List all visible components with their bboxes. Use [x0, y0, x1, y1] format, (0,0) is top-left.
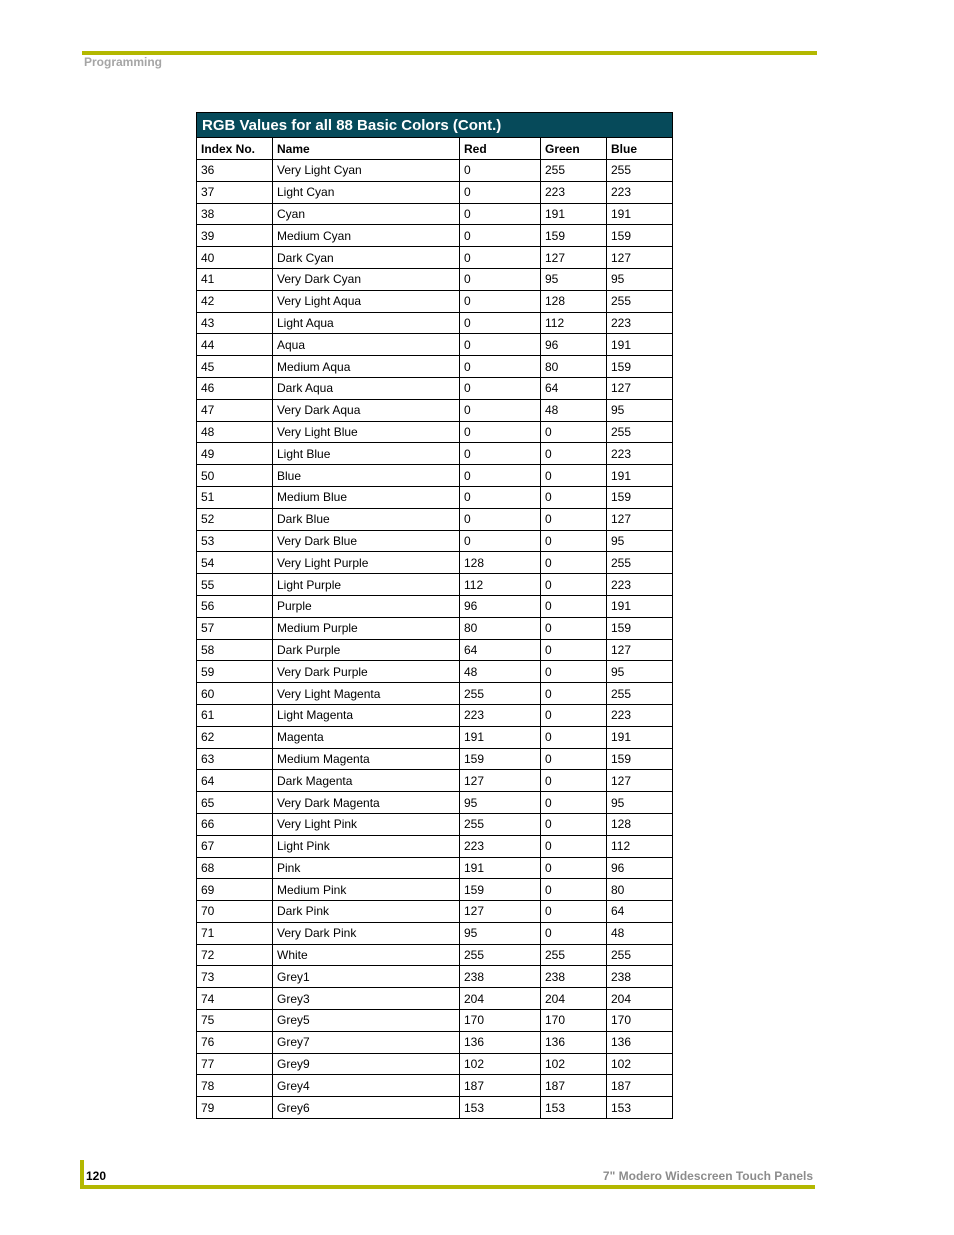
green-cell: 0: [541, 792, 607, 814]
red-cell: 48: [460, 661, 541, 683]
index-cell: 58: [197, 639, 273, 661]
red-cell: 170: [460, 1010, 541, 1032]
index-cell: 40: [197, 247, 273, 269]
index-cell: 71: [197, 922, 273, 944]
green-cell: 0: [541, 530, 607, 552]
name-cell: Medium Blue: [273, 486, 460, 508]
name-cell: Grey7: [273, 1031, 460, 1053]
green-cell: 238: [541, 966, 607, 988]
green-cell: 0: [541, 421, 607, 443]
green-cell: 127: [541, 247, 607, 269]
red-cell: 223: [460, 835, 541, 857]
column-header-index: Index No.: [197, 138, 273, 160]
red-cell: 80: [460, 617, 541, 639]
red-cell: 0: [460, 312, 541, 334]
table-row: [197, 574, 673, 596]
green-cell: 0: [541, 704, 607, 726]
name-cell: Grey1: [273, 966, 460, 988]
section-label: Programming: [84, 55, 163, 69]
blue-cell: 191: [607, 334, 673, 356]
green-cell: 223: [541, 181, 607, 203]
green-cell: 0: [541, 922, 607, 944]
name-cell: Medium Cyan: [273, 225, 460, 247]
green-cell: 255: [541, 160, 607, 182]
green-cell: 0: [541, 443, 607, 465]
name-cell: Very Light Magenta: [273, 683, 460, 705]
index-cell: 37: [197, 181, 273, 203]
blue-cell: 95: [607, 530, 673, 552]
name-cell: Grey6: [273, 1097, 460, 1119]
table-row: [197, 901, 673, 923]
red-cell: 0: [460, 334, 541, 356]
name-cell: Very Dark Magenta: [273, 792, 460, 814]
blue-cell: 223: [607, 312, 673, 334]
green-cell: 0: [541, 595, 607, 617]
column-header-green: Green: [541, 138, 607, 160]
blue-cell: 255: [607, 421, 673, 443]
name-cell: Light Aqua: [273, 312, 460, 334]
red-cell: 96: [460, 595, 541, 617]
index-cell: 75: [197, 1010, 273, 1032]
red-cell: 102: [460, 1053, 541, 1075]
name-cell: Dark Pink: [273, 901, 460, 923]
name-cell: Light Purple: [273, 574, 460, 596]
index-cell: 47: [197, 399, 273, 421]
blue-cell: 95: [607, 268, 673, 290]
name-cell: Light Blue: [273, 443, 460, 465]
red-cell: 191: [460, 857, 541, 879]
red-cell: 204: [460, 988, 541, 1010]
name-cell: Very Dark Aqua: [273, 399, 460, 421]
green-cell: 187: [541, 1075, 607, 1097]
green-cell: 0: [541, 639, 607, 661]
index-cell: 62: [197, 726, 273, 748]
index-cell: 44: [197, 334, 273, 356]
index-cell: 77: [197, 1053, 273, 1075]
red-cell: 95: [460, 792, 541, 814]
blue-cell: 127: [607, 770, 673, 792]
blue-cell: 112: [607, 835, 673, 857]
red-cell: 127: [460, 770, 541, 792]
column-header-name: Name: [273, 138, 460, 160]
green-cell: 0: [541, 813, 607, 835]
green-cell: 0: [541, 465, 607, 487]
green-cell: 48: [541, 399, 607, 421]
blue-cell: 159: [607, 486, 673, 508]
index-cell: 78: [197, 1075, 273, 1097]
index-cell: 50: [197, 465, 273, 487]
name-cell: Dark Blue: [273, 508, 460, 530]
table-row: [197, 181, 673, 203]
name-cell: Dark Cyan: [273, 247, 460, 269]
table-row: [197, 530, 673, 552]
green-cell: 159: [541, 225, 607, 247]
red-cell: 255: [460, 944, 541, 966]
name-cell: Grey5: [273, 1010, 460, 1032]
name-cell: Medium Aqua: [273, 356, 460, 378]
name-cell: Light Cyan: [273, 181, 460, 203]
table-row: [197, 1097, 673, 1119]
index-cell: 79: [197, 1097, 273, 1119]
red-cell: 112: [460, 574, 541, 596]
table-row: [197, 966, 673, 988]
blue-cell: 127: [607, 508, 673, 530]
index-cell: 61: [197, 704, 273, 726]
table-row: [197, 1053, 673, 1075]
green-cell: 0: [541, 617, 607, 639]
blue-cell: 187: [607, 1075, 673, 1097]
red-cell: 95: [460, 922, 541, 944]
table-row: [197, 944, 673, 966]
green-cell: 153: [541, 1097, 607, 1119]
table-row: [197, 399, 673, 421]
blue-cell: 191: [607, 726, 673, 748]
table-row: [197, 247, 673, 269]
index-cell: 38: [197, 203, 273, 225]
green-cell: 0: [541, 770, 607, 792]
blue-cell: 159: [607, 617, 673, 639]
name-cell: White: [273, 944, 460, 966]
green-cell: 112: [541, 312, 607, 334]
green-cell: 80: [541, 356, 607, 378]
table-row: [197, 813, 673, 835]
green-cell: 0: [541, 486, 607, 508]
index-cell: 54: [197, 552, 273, 574]
green-cell: 0: [541, 835, 607, 857]
table-row: [197, 1075, 673, 1097]
red-cell: 0: [460, 247, 541, 269]
index-cell: 74: [197, 988, 273, 1010]
blue-cell: 238: [607, 966, 673, 988]
red-cell: 159: [460, 748, 541, 770]
red-cell: 0: [460, 399, 541, 421]
blue-cell: 48: [607, 922, 673, 944]
green-cell: 170: [541, 1010, 607, 1032]
index-cell: 63: [197, 748, 273, 770]
table-row: [197, 879, 673, 901]
table-row: [197, 160, 673, 182]
index-cell: 36: [197, 160, 273, 182]
red-cell: 255: [460, 813, 541, 835]
index-cell: 70: [197, 901, 273, 923]
green-cell: 255: [541, 944, 607, 966]
index-cell: 65: [197, 792, 273, 814]
red-cell: 0: [460, 508, 541, 530]
table-row: [197, 988, 673, 1010]
name-cell: Grey9: [273, 1053, 460, 1075]
index-cell: 72: [197, 944, 273, 966]
red-cell: 191: [460, 726, 541, 748]
name-cell: Magenta: [273, 726, 460, 748]
green-cell: 0: [541, 748, 607, 770]
green-cell: 0: [541, 552, 607, 574]
header-rule: [82, 51, 817, 55]
red-cell: 136: [460, 1031, 541, 1053]
column-header-red: Red: [460, 138, 541, 160]
red-cell: 0: [460, 160, 541, 182]
red-cell: 64: [460, 639, 541, 661]
green-cell: 0: [541, 574, 607, 596]
index-cell: 69: [197, 879, 273, 901]
table-row: [197, 748, 673, 770]
name-cell: Cyan: [273, 203, 460, 225]
green-cell: 136: [541, 1031, 607, 1053]
table-row: [197, 639, 673, 661]
table-row: [197, 770, 673, 792]
green-cell: 0: [541, 661, 607, 683]
blue-cell: 255: [607, 290, 673, 312]
blue-cell: 153: [607, 1097, 673, 1119]
green-cell: 204: [541, 988, 607, 1010]
index-cell: 46: [197, 377, 273, 399]
table-row: [197, 726, 673, 748]
name-cell: Very Light Aqua: [273, 290, 460, 312]
red-cell: 0: [460, 530, 541, 552]
table-row: [197, 486, 673, 508]
name-cell: Pink: [273, 857, 460, 879]
name-cell: Very Light Blue: [273, 421, 460, 443]
index-cell: 66: [197, 813, 273, 835]
red-cell: 0: [460, 377, 541, 399]
green-cell: 95: [541, 268, 607, 290]
name-cell: Light Magenta: [273, 704, 460, 726]
red-cell: 0: [460, 356, 541, 378]
name-cell: Very Dark Pink: [273, 922, 460, 944]
index-cell: 49: [197, 443, 273, 465]
name-cell: Dark Purple: [273, 639, 460, 661]
index-cell: 48: [197, 421, 273, 443]
green-cell: 0: [541, 726, 607, 748]
red-cell: 187: [460, 1075, 541, 1097]
name-cell: Very Light Cyan: [273, 160, 460, 182]
table-row: [197, 1031, 673, 1053]
blue-cell: 159: [607, 356, 673, 378]
index-cell: 73: [197, 966, 273, 988]
red-cell: 153: [460, 1097, 541, 1119]
red-cell: 0: [460, 268, 541, 290]
index-cell: 43: [197, 312, 273, 334]
blue-cell: 96: [607, 857, 673, 879]
green-cell: 0: [541, 683, 607, 705]
table-row: [197, 334, 673, 356]
red-cell: 255: [460, 683, 541, 705]
table-row: [197, 857, 673, 879]
table-row: [197, 704, 673, 726]
red-cell: 159: [460, 879, 541, 901]
index-cell: 39: [197, 225, 273, 247]
index-cell: 45: [197, 356, 273, 378]
table-row: [197, 922, 673, 944]
blue-cell: 127: [607, 377, 673, 399]
index-cell: 41: [197, 268, 273, 290]
table-row: [197, 552, 673, 574]
table-title-row: [197, 113, 673, 138]
red-cell: 0: [460, 225, 541, 247]
footer-rule: [80, 1185, 815, 1189]
red-cell: 223: [460, 704, 541, 726]
table-row: [197, 290, 673, 312]
blue-cell: 204: [607, 988, 673, 1010]
footer-document-title: 7" Modero Widescreen Touch Panels: [602, 1169, 813, 1183]
name-cell: Medium Magenta: [273, 748, 460, 770]
green-cell: 0: [541, 901, 607, 923]
name-cell: Very Dark Cyan: [273, 268, 460, 290]
blue-cell: 223: [607, 181, 673, 203]
index-cell: 56: [197, 595, 273, 617]
name-cell: Medium Pink: [273, 879, 460, 901]
blue-cell: 64: [607, 901, 673, 923]
table-row: [197, 268, 673, 290]
red-cell: 0: [460, 443, 541, 465]
table-title: RGB Values for all 88 Basic Colors (Cont.): [197, 113, 673, 138]
index-cell: 67: [197, 835, 273, 857]
blue-cell: 255: [607, 160, 673, 182]
blue-cell: 191: [607, 465, 673, 487]
red-cell: 0: [460, 465, 541, 487]
green-cell: 102: [541, 1053, 607, 1075]
index-cell: 55: [197, 574, 273, 596]
green-cell: 128: [541, 290, 607, 312]
blue-cell: 159: [607, 748, 673, 770]
table-row: [197, 683, 673, 705]
blue-cell: 255: [607, 944, 673, 966]
red-cell: 0: [460, 486, 541, 508]
index-cell: 60: [197, 683, 273, 705]
name-cell: Very Dark Blue: [273, 530, 460, 552]
blue-cell: 159: [607, 225, 673, 247]
table-header-row: [197, 138, 673, 160]
index-cell: 53: [197, 530, 273, 552]
name-cell: Medium Purple: [273, 617, 460, 639]
green-cell: 64: [541, 377, 607, 399]
index-cell: 76: [197, 1031, 273, 1053]
red-cell: 128: [460, 552, 541, 574]
blue-cell: 95: [607, 399, 673, 421]
name-cell: Dark Aqua: [273, 377, 460, 399]
name-cell: Grey4: [273, 1075, 460, 1097]
red-cell: 0: [460, 203, 541, 225]
table-row: [197, 377, 673, 399]
red-cell: 238: [460, 966, 541, 988]
green-cell: 0: [541, 857, 607, 879]
table-row: [197, 203, 673, 225]
page-number: 120: [86, 1169, 107, 1183]
blue-cell: 223: [607, 443, 673, 465]
table-body: [197, 160, 673, 1119]
table-row: [197, 421, 673, 443]
index-cell: 52: [197, 508, 273, 530]
name-cell: Grey3: [273, 988, 460, 1010]
table-row: [197, 1010, 673, 1032]
blue-cell: 136: [607, 1031, 673, 1053]
table-row: [197, 617, 673, 639]
table-row: [197, 465, 673, 487]
table-row: [197, 835, 673, 857]
name-cell: Light Pink: [273, 835, 460, 857]
rgb-values-table: [196, 112, 673, 1119]
index-cell: 68: [197, 857, 273, 879]
blue-cell: 223: [607, 704, 673, 726]
index-cell: 51: [197, 486, 273, 508]
blue-cell: 128: [607, 813, 673, 835]
blue-cell: 191: [607, 203, 673, 225]
name-cell: Purple: [273, 595, 460, 617]
table-row: [197, 312, 673, 334]
table-row: [197, 595, 673, 617]
green-cell: 0: [541, 508, 607, 530]
name-cell: Aqua: [273, 334, 460, 356]
name-cell: Very Light Pink: [273, 813, 460, 835]
red-cell: 127: [460, 901, 541, 923]
blue-cell: 102: [607, 1053, 673, 1075]
red-cell: 0: [460, 421, 541, 443]
blue-cell: 255: [607, 683, 673, 705]
blue-cell: 127: [607, 247, 673, 269]
index-cell: 42: [197, 290, 273, 312]
green-cell: 96: [541, 334, 607, 356]
blue-cell: 255: [607, 552, 673, 574]
red-cell: 0: [460, 181, 541, 203]
blue-cell: 191: [607, 595, 673, 617]
blue-cell: 170: [607, 1010, 673, 1032]
table-row: [197, 356, 673, 378]
table-row: [197, 443, 673, 465]
blue-cell: 80: [607, 879, 673, 901]
blue-cell: 95: [607, 661, 673, 683]
name-cell: Very Dark Purple: [273, 661, 460, 683]
name-cell: Very Light Purple: [273, 552, 460, 574]
index-cell: 59: [197, 661, 273, 683]
blue-cell: 127: [607, 639, 673, 661]
index-cell: 64: [197, 770, 273, 792]
green-cell: 0: [541, 879, 607, 901]
green-cell: 191: [541, 203, 607, 225]
name-cell: Dark Magenta: [273, 770, 460, 792]
index-cell: 57: [197, 617, 273, 639]
name-cell: Blue: [273, 465, 460, 487]
column-header-blue: Blue: [607, 138, 673, 160]
table-row: [197, 508, 673, 530]
table-row: [197, 661, 673, 683]
blue-cell: 95: [607, 792, 673, 814]
table-row: [197, 792, 673, 814]
red-cell: 0: [460, 290, 541, 312]
table-row: [197, 225, 673, 247]
blue-cell: 223: [607, 574, 673, 596]
